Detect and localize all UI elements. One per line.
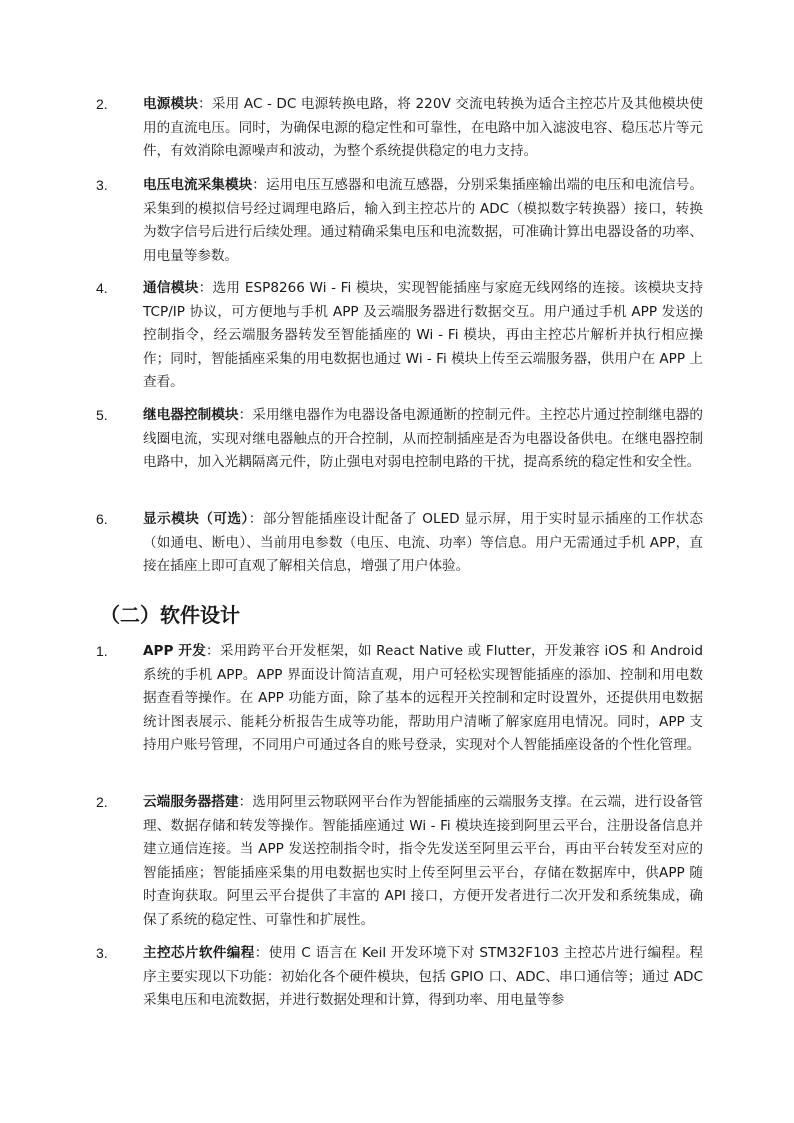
item-separator: ： <box>206 643 220 659</box>
list-item-body <box>143 277 703 395</box>
list-number: 4. <box>96 280 108 296</box>
list-number: 2. <box>96 794 108 810</box>
item-text: 运用电压互感器和电流互感器，分别采集插座输出端的电压和电流信号。采集到的模拟信号经过调理电路后，输入到主控芯片的 ADC（模拟数字转换器）接口，转换为数字信号后进行后续处理。通过精确采集电压和电流数据，可准确计算出电器设备的功率、用电量等参数。 <box>143 177 704 264</box>
list-number: 6. <box>96 511 108 527</box>
list-item-body <box>143 174 703 268</box>
item-term: 通信模块 <box>143 280 199 296</box>
item-text: 采用继电器作为电器设备电源通断的控制元件。主控芯片通过控制继电器的线圈电流，实现对继电器触点的开合控制，从而控制插座是否为电器设备供电。在继电器控制电路中，加入光耦隔离元件，防止强电对弱电控制电路的干扰，提高系统的稳定性和安全性。 <box>143 407 704 471</box>
item-separator: ： <box>238 407 253 423</box>
item-term: 显示模块（可选） <box>143 511 249 527</box>
item-text: 使用 C 语言在 Keil 开发环境下对 STM32F103 主控芯片进行编程。程序主要实现以下功能：初始化各个硬件模块，包括 GPIO 口、ADC、串口通信等；通过 ADC 采集电压和电流数据，并进行数据处理和计算，得到功率、用电量等参 <box>143 945 704 1009</box>
item-term: 继电器控制模块 <box>143 407 239 423</box>
item-text: 选用阿里云物联网平台作为智能插座的云端服务支撑。在云端，进行设备管理、数据存储和转发等操作。智能插座通过 Wi - Fi 模块连接到阿里云平台，注册设备信息并建立通信连接。当 APP 发送控制指令时，指令先发送至阿里云平台，再由平台转发至对应的智能插座；智能插座采集的用电数据也实时上传至阿里云平台，存储在数据库中，供APP 随时查询获取。阿里云平台提供了丰富的 API 接口，方便开发者进行二次开发和系统集成，确保了系统的稳定性、可靠性和扩展性。 <box>143 794 704 928</box>
list-item-body <box>143 942 703 1013</box>
list-number: 3. <box>96 177 108 193</box>
list-number: 3. <box>96 945 108 961</box>
item-term: 电源模块 <box>143 96 199 112</box>
list-number: 5. <box>96 407 108 423</box>
item-text: 部分智能插座设计配备了 OLED 显示屏，用于实时显示插座的工作状态（如通电、断电）、当前用电参数（电压、电流、功率）等信息。用户无需通过手机 APP，直接在插座上即可直观了解相关信息，增强了用户体验。 <box>143 511 704 575</box>
section-heading: （二）软件设计 <box>100 603 240 627</box>
item-text: 采用跨平台开发框架，如 React Native 或 Flutter，开发兼容 iOS 和 Android 系统的手机 APP。APP 界面设计简洁直观，用户可轻松实现智能插座的添加、控制和用电数据查看等操作。在 APP 功能方面，除了基本的远程开关控制和定时设置外，还提供用电数据统计图表展示、能耗分析报告生成等功能，帮助用户清晰了解家庭用电情况。同时，APP 支持用户账号管理，不同用户可通过各自的账号登录，实现对个人智能插座设备的个性化管理。 <box>143 643 704 754</box>
item-separator: ： <box>248 511 263 527</box>
item-term: 电压电流采集模块 <box>143 177 253 193</box>
item-separator: ： <box>198 280 213 296</box>
item-text: 选用 ESP8266 Wi - Fi 模块，实现智能插座与家庭无线网络的连接。该模块支持 TCP/IP 协议，可方便地与手机 APP 及云端服务器进行数据交互。用户通过手机 APP 发送的控制指令，经云端服务器转发至智能插座的 Wi - Fi 模块，再由主控芯片解析并执行相应操作；同时，智能插座采集的用电数据也通过 Wi - Fi 模块上传至云端服务器，供用户在 APP 上查看。 <box>143 280 704 391</box>
list-number: 2. <box>96 96 108 112</box>
list-item-body <box>143 404 703 475</box>
item-term: 主控芯片软件编程 <box>143 945 255 961</box>
item-separator: ： <box>238 794 253 810</box>
list-item-body <box>143 508 703 579</box>
item-term: 云端服务器搭建 <box>143 794 239 810</box>
item-term: APP 开发 <box>143 643 206 659</box>
list-item-body <box>143 791 703 933</box>
item-text: 采用 AC - DC 电源转换电路，将 220V 交流电转换为适合主控芯片及其他模块使用的直流电压。同时，为确保电源的稳定性和可靠性，在电路中加入滤波电容、稳压芯片等元件，有效消除电源噪声和波动，为整个系统提供稳定的电力支持。 <box>143 96 704 160</box>
list-item-body <box>143 93 703 164</box>
list-number: 1. <box>96 643 108 659</box>
item-separator: ： <box>254 945 269 961</box>
item-separator: ： <box>198 96 212 112</box>
item-separator: ： <box>252 177 266 193</box>
list-item-body <box>143 640 703 758</box>
